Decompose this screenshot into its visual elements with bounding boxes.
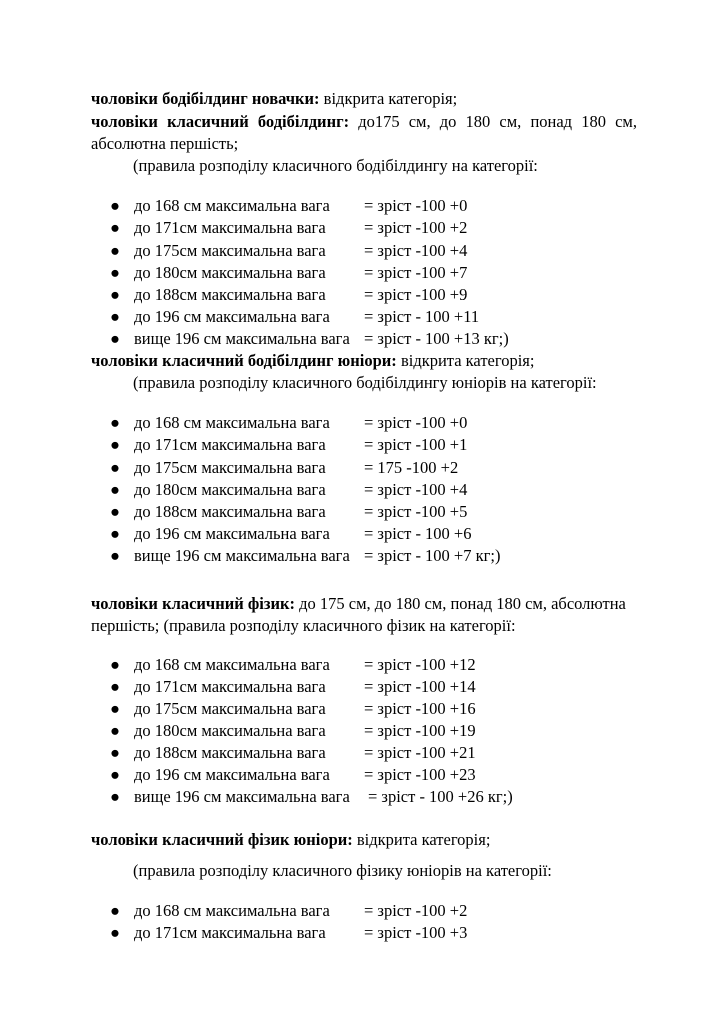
section-novice-heading <box>91 88 457 110</box>
bullet-icon: ● <box>110 677 120 696</box>
section-title: чоловіки класичний бодібілдинг юніори: <box>91 351 397 370</box>
section-classic-physique-text-line2: першість; (правила розподілу класичного фізик на категорії: <box>91 616 516 635</box>
section-classic-physique-juniors-heading <box>91 829 490 851</box>
section-classic-heading <box>91 111 637 133</box>
bullet-icon: ● <box>110 218 120 237</box>
bullet-icon: ● <box>110 787 120 806</box>
bullet-icon: ● <box>110 901 120 920</box>
bullet-icon: ● <box>110 655 120 674</box>
bullet-icon: ● <box>110 721 120 740</box>
section-classic-juniors-heading <box>91 350 534 372</box>
bullet-icon: ● <box>110 413 120 432</box>
bullet-icon: ● <box>110 307 120 326</box>
section-classic-physique-heading <box>91 593 626 615</box>
section-title: чоловіки бодібілдинг новачки: <box>91 89 320 108</box>
section-title: чоловіки класичний фізик юніори: <box>91 830 353 849</box>
section-classic-text-line2: абсолютна першість; <box>91 134 239 153</box>
bullet-icon: ● <box>110 524 120 543</box>
section-title: чоловіки класичний фізик: <box>91 594 296 613</box>
section-title: чоловіки класичний бодібілдинг: <box>91 112 350 131</box>
bullet-icon: ● <box>110 458 120 477</box>
bullet-icon: ● <box>110 546 120 565</box>
section-text: до 175 см, до 180 см, понад 180 см, абсолютна <box>295 594 626 613</box>
bullet-icon: ● <box>110 699 120 718</box>
section-classic-juniors-rules-intro: (правила розподілу класичного бодібілдингу юніорів на категорії: <box>133 373 597 392</box>
bullet-icon: ● <box>110 435 120 454</box>
bullet-icon: ● <box>110 196 120 215</box>
bullet-icon: ● <box>110 923 120 942</box>
bullet-icon: ● <box>110 765 120 784</box>
section-classic-physique-juniors-rules-intro: (правила розподілу класичного фізику юніорів на категорії: <box>133 861 552 880</box>
section-text: відкрита категорія; <box>319 89 458 108</box>
bullet-icon: ● <box>110 329 120 348</box>
bullet-icon: ● <box>110 502 120 521</box>
document-page: чоловіки бодібілдинг новачки: відкрита категорія; чоловіки класичний бодібілдинг: до175 см, до 180 см, понад 180 см, абсолютна першість; (правила розподілу класичного бодібілдингу на категорії: ● до 168 см максимальна вага = зріст -100 +0 ● до 171см максимальна вага = зріст -100 +2 ● до 175см максимальна вага = зріст -100 +4 ● до 180см максимальна вага = зріст -100 +7 ● до 188см максимальна вага = зріст -100 +9 ● до 196 см максимальна вага = зріст - 100 +11 ● вище 196 см максимальна вага = зріст - 100 +13 кг;) чоловіки класичний бодібілдинг юніори: відкрита категорія; (правила розподілу класичного бодібілдингу юніорів на категорії: ● до 168 см максимальна вага = зріст -100 +0 ● до 171см максимальна вага = зріст -100 +1 ● до 175см максимальна вага = 175 -100 +2 ● до 180см максимальна вага = зріст -100 +4 ● до 188см максимальна вага = зріст -100 +5 ● до 196 см максимальна вага = зріст - 100 +6 ● вище 196 см максимальна вага = зріст - 100 +7 кг;) чоловіки класичний фізик: до 175 см, до 180 см, понад 180 см, абсолютна першість; (правила розподілу класичного фізик на категорії: ● до 168 см максимальна вага = зріст -100 +12 ● до 171см максимальна вага = зріст -100 +14 ● до 175см максимальна вага = зріст -100 +16 ● до 180см максимальна вага = зріст -100 +19 ● до 188см максимальна вага = зріст -100 +21 ● до 196 см максимальна вага = зріст -100 +23 ● вище 196 см максимальна вага = зріст - 100 +26 кг;) чоловіки класичний фізик юніори: відкрита категорія; (правила розподілу класичного фізику юніорів на категорії: ● до 168 см максимальна вага = зріст -100 +2 ● до 171см максимальна вага = зріст -100 +3 <box>91 89 637 942</box>
section-text: відкрита категорія; <box>396 351 535 370</box>
bullet-icon: ● <box>110 263 120 282</box>
bullet-icon: ● <box>110 241 120 260</box>
bullet-icon: ● <box>110 480 120 499</box>
section-text: відкрита категорія; <box>352 830 491 849</box>
section-classic-rules-intro: (правила розподілу класичного бодібілдингу на категорії: <box>133 156 538 175</box>
bullet-icon: ● <box>110 743 120 762</box>
section-text: до175 см, до 180 см, понад 180 см, <box>349 112 637 131</box>
bullet-icon: ● <box>110 285 120 304</box>
